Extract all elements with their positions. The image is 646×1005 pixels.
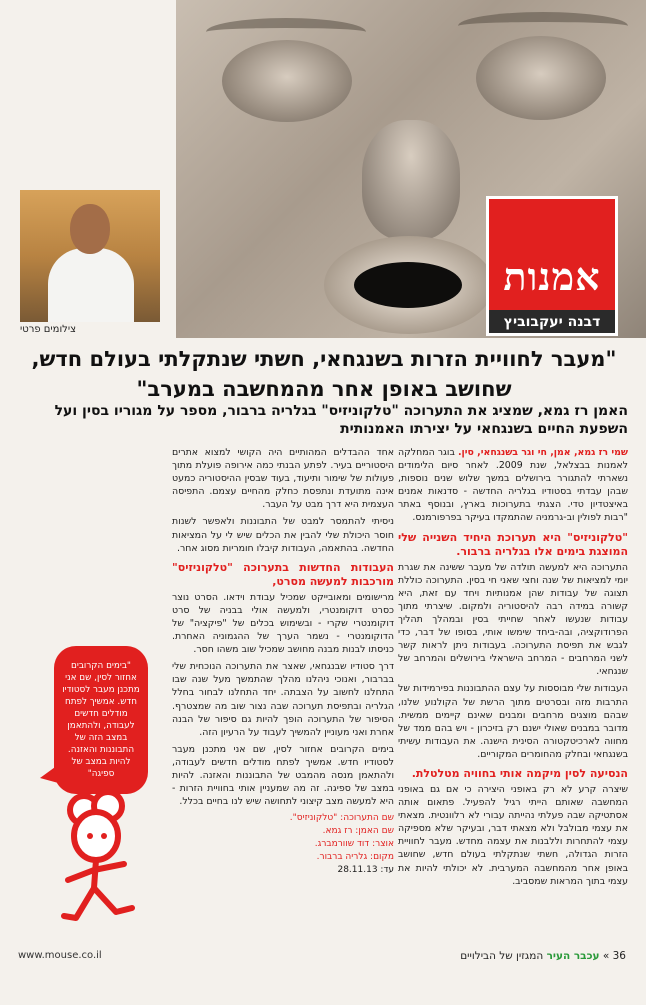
paragraph: שיצרה קרע לא רק באופני היצירה כי אם גם באופני המחשבה שאותם הייתי רגיל להפעיל. פתאום אותה אסתטיקה שבה פעלתי נהייתה עבורי לא רלוונטית. מצאתי את עצמי מבולבל ולא מצאתי דבר, ובעיקר שלא מספיקה עצמי להתחרות וללבנות את עצמה מחדש. מעבר לחוויית הזרות הגדולה, חשתי שנתקלתי בעולם חדש, שחושב באופן אחר מהמחשבה המערבית. לא יכולתי להיות את עצמי בתוך המראות שמסביב. — [398, 783, 628, 887]
brand-tagline: המגזין של הבילויים — [460, 950, 544, 962]
footer-url[interactable]: www.mouse.co.il — [18, 950, 102, 961]
info-title: שם התערוכה: "טלקוניזיס". — [289, 813, 394, 824]
article-headline: "מעבר לחוויית הזרות בשנגחאי, חשתי שנתקלתי בעולם חדש, שחושב באופן אחר מהמחשבה במערב" — [31, 347, 617, 401]
paragraph-text: בוגר המחלקה לאמנות בבצלאל, שנת 2009. לאחר סיום הלימודים נשארתי להתגורר בירושלים במשך שלוש שנים נוספות, שבהן עבדתי בסטודיו בגלריה החדשה - סדנאות אמנים באיצטדיון טדי. הצגתי בתערוכות בארץ, ובנוסף באתר "רבות לפולין וב-גרמניה שהתמקדו בעיקר בפרפורמנס. — [398, 447, 628, 524]
stone-mouth — [354, 262, 462, 308]
paragraph: בימים הקרובים אחזור לסין, שם אני מתכנן מעבר לסטודיו חדש. אמשיך לפתח מודלים חדשים לעבודה, ולהתאמן מנסה מהמבט של התבוננות והאזנה. להיות במצב של ספיגה. זה מה שמעניין אותי בחוויית הזרות - היא למעשה מצב קיצוני לתחושה שיש לנו בחיים בכלל. — [172, 743, 394, 808]
section-label-box — [486, 196, 618, 310]
article-column-right — [398, 446, 628, 946]
paragraph: אחד ההבדלים המהותיים היה הקושי למצוא אתרים היסטוריים בעיר. לפתע הבנתי כמה אירופה פועלת מתוך פעולות של שימור ותיעוד, בעוד שבסין ההיסטוריה כמעט אינה מתועדת ונתפסת כחלק מהחיים עצמם. התפיסה העצמית היא דרך מבט על העבר. — [172, 447, 394, 511]
section-tab — [486, 196, 618, 336]
section-name: אמנות — [503, 254, 601, 299]
mouse-mascot-icon — [46, 780, 156, 930]
inline-heading: הנסיעה לסין מיקמה אותי בחוויה מטלטלת. — [411, 766, 628, 780]
photo-figure-head — [70, 204, 110, 254]
brand-name: עכבר העיר — [546, 950, 600, 962]
paragraph: מרישומים ומאובייקט שמכיל עבודת וידאו. הסרט נוצר כסרט דוקומנטרי, ולמעשה אולי בבניה של סרט דוקומנטרי שקרי - ובשימוש בכלים של "פיקציה" של הדוקומנטרי - נשמר הערך של ההגמוניה האחרת. כניסתו לבנות מבנה מחושב שמכיל שוב משהו חסר. — [172, 591, 394, 656]
inline-heading: העבודות החדשות בתערוכה "טלקוניזיס" מורכבות למעשה מסרט, — [172, 560, 394, 588]
info-venue: מקום: גלריה ברבור. — [316, 852, 394, 863]
paragraph: העבודות שלי מבוססות על עצם ההתבוננות בפירמידות של התרבות מזה ובסרטים מתוך הרשת של הקולנוע שלנו, שבהם מוצגים מרחבים ומבנים שאינם קיימים ממשית. מדובר במבנים שאולי ישנם רק בזיכרון - ויש בהם ממד של מחווה לארכיטקטורה הסינית הישנה. את העבודות עשיתי בשנגחאי ובחלק מהחומרים המקוריים. — [398, 683, 628, 760]
page-number: 36 — [612, 950, 626, 962]
info-artist: שם האמן: רז גמא. — [322, 826, 394, 837]
page-footer — [0, 944, 646, 974]
paragraph: דרך סטודיו שבנגחאי, שאצר את התערוכה הנוכחית שלי בברבור, ואנוכי ניהלנו מהלך שהתמשך מעל שנה שבו התחלנו לחשוב על הצבתה. יחד התחלנו לבחור בחלל הגלריה ובתפיסת תערוכה שבה נצור שוב מה שמצטרף. הסיפור של התערוכה הופך להיות גם סיפור של הבנה אחרת ואני מעוניין להמשיך לעבוד על הרעיון הזה. — [172, 661, 394, 738]
paragraph — [398, 446, 628, 525]
article-column-middle — [172, 446, 394, 946]
quote-bubble: "בימים הקרובים אחזור לסין, שם אני מתכנן מעבר לסטודיו חדש. אמשיך לפתח מודלים חדשים לעבודה, ולהתאמן במצב הזה של התבוננות והאזנה. להיות במצב של ספיגה" — [54, 646, 148, 794]
exhibition-info — [172, 812, 394, 877]
lead-sentence: שמי רז גמא, אמן, חי וגר בשנגחאי, סין. — [457, 447, 628, 458]
stone-eye-left — [222, 40, 352, 122]
author-byline: דבנה יעקבוביץ — [486, 310, 618, 336]
artist-photo — [20, 190, 160, 322]
article-subheadline: האמן רז גמא, שמציג את התערוכה "טלקוניזיס" בגלריה ברבור, מספר על מגוריו בסין ועל השפעת החיים בשנגחאי על יצירתו האמנותית — [54, 403, 628, 437]
info-curator: אוצר: דוד שוורמברג. — [314, 839, 394, 850]
paragraph: ניסיתי להתמסר למבט של התבוננות ולאפשר לשנות חוסר היכולת שלי להבין את הכלים שיש לי על המציאות החדשה. בהתאמה, העבודות קיבלו חומריות מסוג אחר. — [172, 516, 394, 554]
stone-eye-right — [476, 36, 606, 120]
inline-heading: "טלקוניזיס" היא תערוכת היחיד השנייה שלי המוצגת בימים אלו בגלריה ברבור. — [398, 530, 628, 558]
paragraph: התערוכה היא למעשה תולדה של מעבר ששינה את שגרת יומי למציאות של שנה וחצי שאני חי בסין. התערוכה כוללת תצוגה של עבודות שהן אמנותיות ויחד עם זאת, היא קשורה במידה רבה להיסטוריה ולמקום. שיצרתי מתוך עבודות שנעשו לאחר שחייתי בסין ובמהלך תהליך הפרודוקציה, ובה-ביחד שימשו אותי, בסופו של דבר, כדי לגבש את תפיסת התערוכה. בעבודות ניתן לראות קשר לשני המרחבים - המרחב הישראלי בירושלים והמרחב של שנגחאי. — [398, 561, 628, 678]
stone-nose — [362, 120, 460, 240]
info-until: עד: 28.11.13 — [337, 865, 394, 876]
photo-credit: צילומים פרטי — [20, 324, 77, 335]
footer-brand-line: 36 » עכבר העיר המגזין של הבילויים — [460, 950, 626, 962]
photo-figure-body — [48, 248, 134, 322]
